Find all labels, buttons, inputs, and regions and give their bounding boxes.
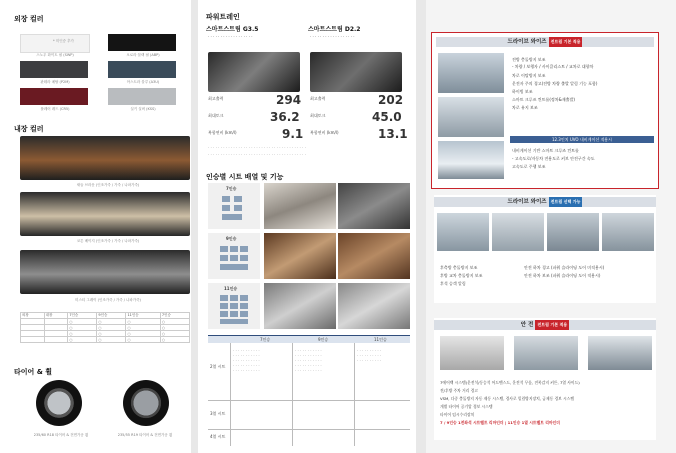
tire-title: 타이어 & 휠 — [14, 368, 53, 376]
torque-value: 36.2 — [270, 110, 300, 124]
colors-page — [8, 0, 191, 453]
table-header: 외장 — [21, 313, 45, 319]
color-swatch — [20, 61, 88, 78]
feature-item: - 고속도로/자동차 전용도로 커브 안전구간 속도 — [512, 156, 595, 161]
seat-table-row: 2열 시트 — [210, 364, 226, 369]
table-header: 7인승 — [160, 313, 189, 319]
feature-item: 후방 교차 충돌방지 보조 — [440, 273, 483, 278]
engine-photo — [310, 52, 402, 92]
powertrain-title: 파워트레인 — [206, 13, 240, 21]
drive-wise-image — [547, 213, 599, 251]
table-header: 11인승 — [126, 313, 160, 319]
powertrain-page: 파워트레인 스마트스트림 G3.5 스마트스트림 D2.2 · · · · · · · · · · · · · · · · · · · · · · · · · · · · · · · · · · · · 최고출력 294 최고출력 202 최대토크 36.2 최대토크 45.0 복합연비 (km/l) 9.1 복합연비 (km/l) 13.1 · · · · · · · · · · · · · · · · · · · · · · · · · · · · · · · · · · · · · · · · · · · · · · · · · · · · · · · · · · · · · · · · · · · · · · · · · · · · · · 인승별 시트 배열 및 기능 7인승 9인승 11인승 7인승 9인승 11인승 2열 시트 3열 시트 4열 시트 · · · · · · · · · · · · · · · · · · · · · · · · · · · · · · · · · · · · · · · · · · · · · · · · · · · · · · · · · · · · · · · · · · · · · · · · · · · · · · · · · · · · · · · · · · · · · · · · · · · · · · · · · · · · · · · · · · · · · · · · · · · · · · · · · · · · · · · · · · · · — [198, 0, 416, 453]
seat-photo — [338, 183, 410, 229]
swatch-label: 판테라 메탈 (P2M) — [40, 80, 70, 84]
efficiency-value: 9.1 — [282, 127, 304, 141]
exterior-color-title: 외장 컬러 — [14, 15, 44, 23]
feature-item: 전/후방 주차 거리 경고 — [440, 388, 478, 393]
safety-image — [440, 336, 504, 370]
color-combination-table: 외장 내장 7인승 9인승 11인승 7인승 ○ ○ ○ ○ ○ ○ ○ ○ ○ ○ ○ ○ ○ ○ ○ ○ — [20, 312, 190, 343]
feature-item: 타이어 임시수리장치 — [440, 412, 475, 417]
feature-item: 개별 타이어 공기압 경보 시스템 — [440, 404, 493, 409]
interior-color-title: 내장 컬러 — [14, 125, 44, 133]
seat-photo — [264, 283, 336, 329]
interior-photo — [20, 250, 190, 294]
seat-photo — [264, 233, 336, 279]
color-swatch — [20, 88, 88, 105]
seat-table-col: 11인승 — [374, 337, 387, 342]
spec-label: 최고출력 — [310, 96, 326, 101]
engine-photo — [208, 52, 300, 92]
feature-item: 스마트 크루즈 컨트롤(정차&재출발) — [512, 97, 575, 102]
feature-item: 하이빔 보조 — [512, 89, 533, 94]
engine-name: 스마트스트림 D2.2 — [308, 26, 361, 33]
spec-label: 최고출력 — [208, 96, 224, 101]
feature-item: 7 / 9인승 1전좌석 시트벨트 리마인더 | 11인승 1열 시트벨트 리마인더 — [440, 420, 560, 425]
color-swatch — [108, 34, 176, 51]
drive-wise-image — [438, 97, 504, 137]
feature-item: 후측방 충돌방지 보조 — [440, 265, 478, 270]
interior-label: 미스티 그레이 (인조가죽 / 가죽 / 나파가죽) — [75, 298, 141, 302]
spec-label: 최대토크 — [208, 113, 224, 118]
seat-table: 7인승 9인승 11인승 2열 시트 3열 시트 4열 시트 · · · · · · · · · · · · · · · · · · · · · · · · · · · · · · · · · · · · · · · · · · · · · · · · · · · · · · · · · · · · · · · · · · · · · · · · · · · · · · · · · · · · · · · · · · · · · · · · · · · · · · · · · · · · · · · · · · · · · · · · · · · · · · · · · · · · · · · · · · · · — [208, 335, 410, 446]
tire-image — [123, 380, 169, 426]
feature-item: - 차량 / 보행자 / 사이클리스트 / 교차로 대향차 — [512, 64, 594, 69]
spec-label: 복합연비 (km/l) — [208, 130, 237, 135]
engine-name: 스마트스트림 G3.5 — [206, 26, 259, 33]
interior-label: 새들 브라운 (인조가죽 / 가죽 / 나파가죽) — [76, 183, 140, 187]
power-value: 202 — [378, 93, 404, 107]
drive-wise-image — [602, 213, 654, 251]
feature-item: 안전 하차 보조 (파워 슬라이딩 도어 적용시) — [524, 273, 601, 278]
torque-value: 45.0 — [372, 110, 402, 124]
seat-photo — [264, 183, 336, 229]
page-gutter — [191, 0, 198, 453]
color-swatch — [108, 88, 176, 105]
safety-page — [426, 0, 676, 453]
navigation-subheader: 12.3인치 UVO 내비게이션 적용시 — [510, 136, 654, 143]
tire-label: 235/55 R19 타이어 & 전면가공 휠 — [117, 433, 173, 437]
optional-tag: 전트림 선택 가능 — [549, 197, 583, 207]
seat-photo — [338, 283, 410, 329]
color-swatch — [108, 61, 176, 78]
swatch-label: 오로라 블랙 펄 (ABP) — [126, 53, 160, 57]
seat-type-label: 7인승 — [226, 186, 237, 191]
drive-wise-image — [492, 213, 544, 251]
spec-label: 복합연비 (km/l) — [310, 130, 339, 135]
feature-item: 후석 승객 알림 — [440, 281, 466, 286]
feature-item: 안전 하차 경고 (파워 슬라이딩 도어 미적용시) — [524, 265, 605, 270]
seat-table-row: 3열 시트 — [210, 411, 226, 416]
interior-photo — [20, 192, 190, 236]
feature-item: 내비게이션 기반 스마트 크루즈 컨트롤 — [512, 148, 579, 153]
section-title: 드라이브 와이즈 — [507, 39, 547, 45]
swatch-label: 실키 실버 (KSS) — [130, 107, 156, 111]
standard-tag: 전트림 기본 적용 — [535, 320, 569, 330]
seat-photo — [338, 233, 410, 279]
section-title-bar — [434, 320, 656, 330]
feature-item: 고속도로 주행 보조 — [512, 164, 546, 169]
swatch-label: 아스트라 블루 (A3U) — [126, 80, 160, 84]
drive-wise-image — [437, 213, 489, 251]
drive-wise-image — [438, 53, 504, 93]
section-title: 안 전 — [520, 322, 534, 328]
swatch-label: 스노우 화이트 펄 (SWP) — [36, 53, 74, 57]
tire-label: 235/60 R18 타이어 & 전면가공 휠 — [33, 433, 89, 437]
feature-item: 차로 이탈방지 보조 — [512, 73, 546, 78]
feature-item: VSM, 다중 충돌방지 자동 제동 시스템, 경사로 밀림방지장치, 급제동 경보 시스템 — [440, 396, 575, 401]
feature-item: 차로 유지 보조 — [512, 105, 538, 110]
seat-layout-title: 인승별 시트 배열 및 기능 — [206, 173, 284, 181]
section-title: 드라이브 와이즈 — [507, 199, 547, 205]
feature-item: 전방 충돌방지 보조 — [512, 57, 546, 62]
table-header: 7인승 — [68, 313, 97, 319]
seat-type-label: 11인승 — [224, 286, 238, 291]
safety-image — [514, 336, 578, 370]
spec-label: 최대토크 — [310, 113, 326, 118]
table-header: 9인승 — [97, 313, 126, 319]
page-gutter — [416, 0, 426, 453]
standard-tag: 전트림 기본 적용 — [549, 37, 583, 47]
swatch-label: 플레어 레드 (CR5) — [40, 107, 70, 111]
safety-image — [588, 336, 652, 370]
efficiency-value: 13.1 — [378, 127, 408, 141]
feature-item: 7에어백 시스템(운전석/동승석 어드밴스드, 운전석 무릎, 전복감지 커튼, 7열 사이드) — [440, 380, 580, 385]
seat-table-col: 9인승 — [318, 337, 329, 342]
tire-image — [36, 380, 82, 426]
section-title-bar — [436, 37, 654, 47]
table-header: 내장 — [44, 313, 68, 319]
drive-wise-optional-section — [434, 195, 656, 303]
drive-wise-standard-section — [431, 32, 659, 189]
interior-photo — [20, 136, 190, 180]
seat-table-row: 4열 시트 — [210, 434, 226, 439]
section-title-bar — [434, 197, 656, 207]
safety-section — [434, 318, 656, 440]
swatch-note: * 미인증 추가 — [53, 39, 74, 43]
seat-type-label: 9인승 — [226, 236, 237, 241]
drive-wise-image — [438, 141, 504, 179]
seat-table-col: 7인승 — [260, 337, 271, 342]
feature-item: 운전자 주의 경고(전방 차량 출발 알림 기능 포함) — [512, 81, 598, 86]
power-value: 294 — [276, 93, 302, 107]
interior-label: 코튼 베이지 (인조가죽 / 가죽 / 나파가죽) — [76, 239, 140, 243]
